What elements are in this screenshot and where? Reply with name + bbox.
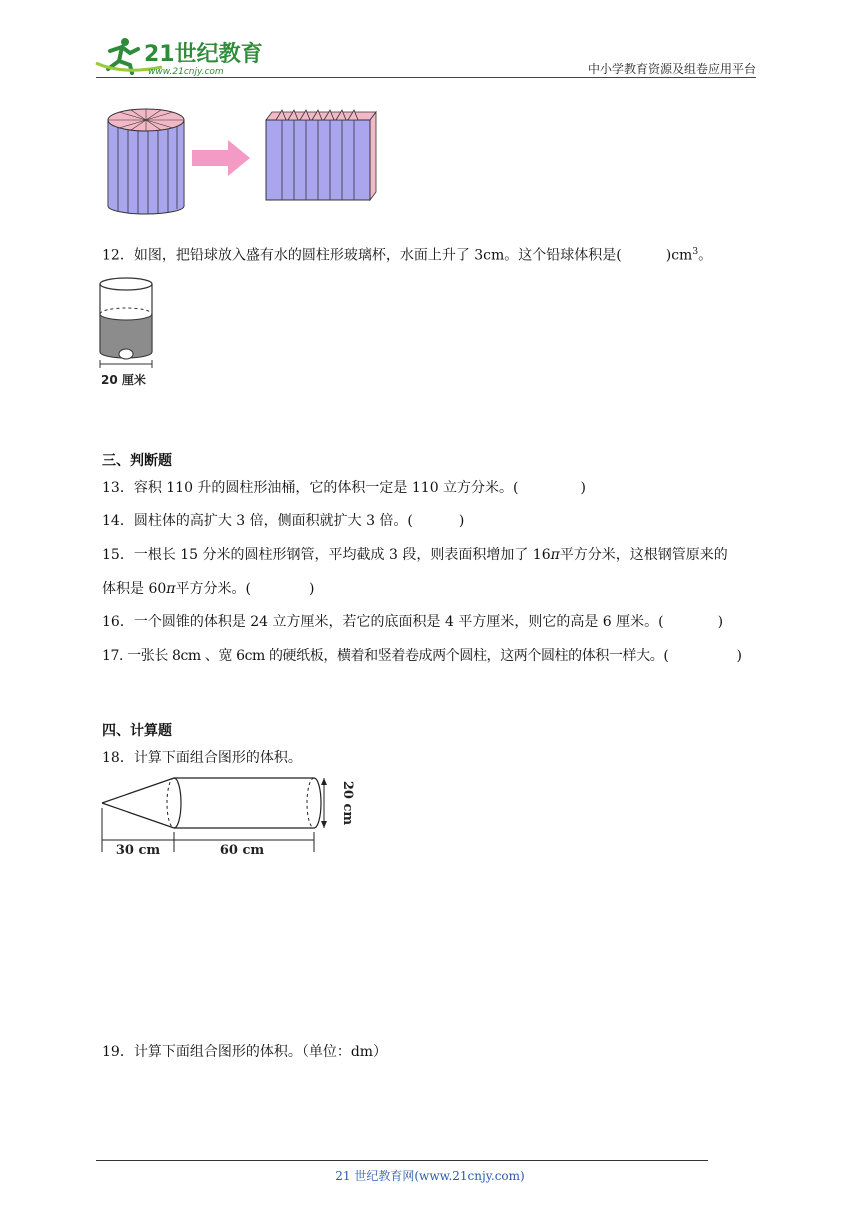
- question-15-line-1: 15．一根长 15 分米的圆柱形钢管，平均截成 3 段，则表面积增加了 16π平方分米，这根钢管原来的: [102, 547, 728, 563]
- svg-text:30 cm: 30 cm: [115, 843, 161, 858]
- footer-divider: [96, 1160, 708, 1161]
- question-12: 12．如图，把铅球放入盛有水的圆柱形玻璃杯，水面上升了 3cm。这个铅球体积是( )$cm^3$。: [102, 247, 713, 264]
- question-15-line-2: 体积是 60π平方分米。( ): [102, 581, 315, 597]
- section-3-title: 三、判断题: [102, 453, 172, 469]
- question-13: 13．容积 110 升的圆柱形油桶，它的体积一定是 110 立方分米。( ): [102, 480, 586, 496]
- logo-text: 21世纪教育: [144, 42, 263, 67]
- svg-text:20 厘米: 20 厘米: [101, 373, 146, 387]
- cone-cylinder-figure: [96, 772, 366, 864]
- cylinder-cutting-figure: [100, 100, 390, 222]
- glass-with-ball-figure: [96, 274, 160, 396]
- site-logo: [92, 33, 267, 78]
- question-17: 17. 一张长 8cm 、宽 6cm 的硬纸板，横着和竖着卷成两个圆柱，这两个圆柱的体积一样大。( ): [102, 648, 742, 664]
- platform-name: 中小学教育资源及组卷应用平台: [587, 62, 756, 76]
- logo-url: www.21cnjy.com: [148, 67, 224, 77]
- footer-link[interactable]: 21 世纪教育网(www.21cnjy.com): [335, 1169, 525, 1183]
- question-18: 18．计算下面组合图形的体积。: [102, 750, 302, 766]
- right-arrow-icon: [192, 140, 250, 176]
- svg-text:60 cm: 60 cm: [219, 843, 265, 858]
- section-4-title: 四、计算题: [102, 723, 172, 739]
- header-divider: [96, 77, 756, 78]
- question-16: 16．一个圆锥的体积是 24 立方厘米，若它的底面积是 4 平方厘米，则它的高是 6 厘米。( ): [102, 614, 724, 630]
- svg-text:20 cm: 20 cm: [340, 780, 355, 826]
- question-19: 19．计算下面组合图形的体积。（单位：dm）: [102, 1044, 388, 1060]
- question-14: 14．圆柱体的高扩大 3 倍，侧面积就扩大 3 倍。( ): [102, 513, 465, 529]
